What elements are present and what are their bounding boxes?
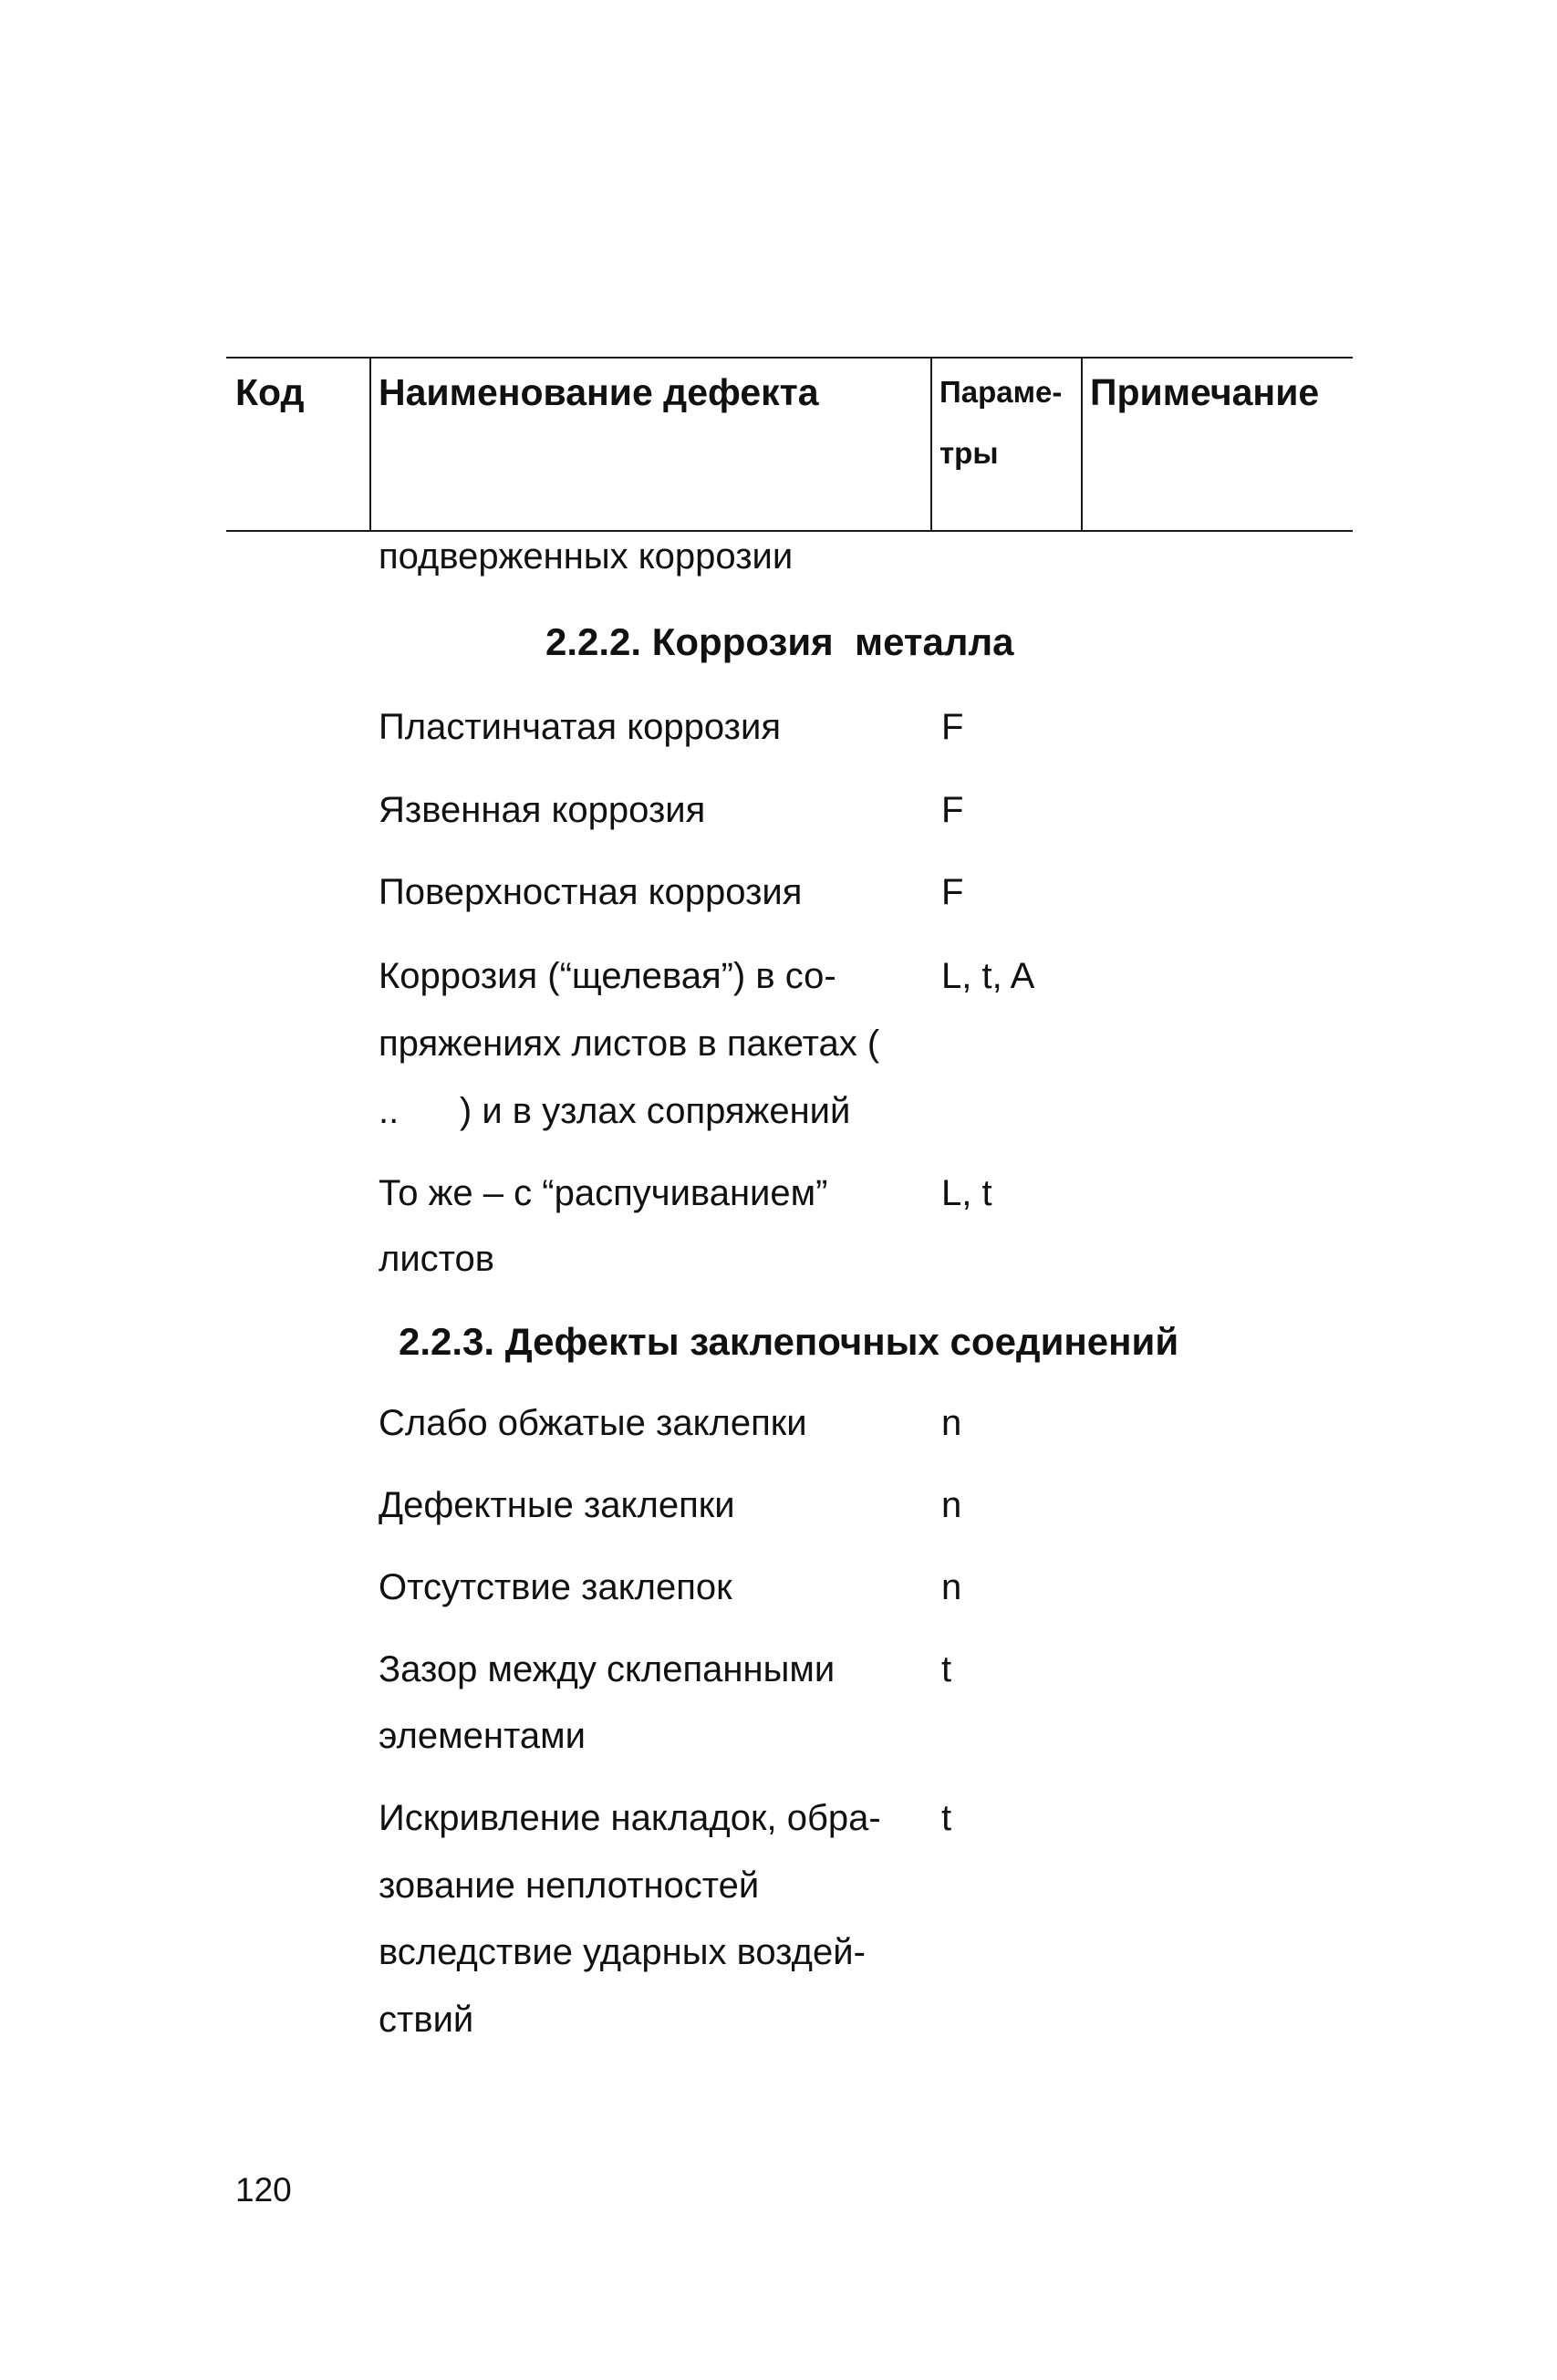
defect-param: L, t, A — [941, 956, 1035, 996]
page-number: 120 — [235, 2171, 292, 2209]
section-title-222: 2.2.2. Коррозия металла — [545, 620, 1014, 663]
header-top-rule — [226, 357, 1353, 359]
section-title-223: 2.2.3. Дефекты заклепочных соединений — [399, 1320, 1179, 1363]
header-code: Код — [235, 371, 305, 413]
defect-param: n — [941, 1403, 962, 1443]
defect-name: То же – с “распучиванием” — [379, 1173, 828, 1213]
header-divider-1 — [369, 358, 371, 531]
defect-name: Поверхностная коррозия — [379, 872, 803, 912]
header-divider-3 — [1081, 358, 1083, 531]
defect-name: элементами — [379, 1716, 586, 1756]
defect-name: Зазор между склепанными — [379, 1649, 836, 1689]
defect-name: вследствие ударных воздей- — [379, 1932, 866, 1972]
defect-param: t — [941, 1798, 952, 1838]
defect-name: Пластинчатая коррозия — [379, 707, 782, 747]
header-bottom-rule — [226, 530, 1353, 532]
defect-name: Отсутствие заклепок — [379, 1567, 732, 1607]
header-defect-name: Наименование дефекта — [379, 371, 819, 413]
defect-name: листов — [379, 1239, 495, 1279]
defect-param: L, t — [941, 1173, 992, 1213]
header-divider-2 — [930, 358, 932, 531]
defect-param: n — [941, 1567, 962, 1607]
defect-name: Дефектные заклепки — [379, 1485, 735, 1525]
defect-name: Язвенная коррозия — [379, 790, 706, 830]
defect-name: .. ) и в узлах сопряжений — [379, 1091, 851, 1131]
defect-param: n — [941, 1485, 962, 1525]
defect-name: Слабо обжатые заклепки — [379, 1403, 807, 1443]
defect-param: F — [941, 790, 964, 830]
defect-param: F — [941, 872, 964, 912]
continuation-text: подверженных коррозии — [379, 536, 794, 577]
defect-name: пряжениях листов в пакетах ( — [379, 1024, 880, 1064]
defect-param: t — [941, 1649, 952, 1689]
header-note: Примечание — [1090, 371, 1320, 413]
header-params-line1: Параме- — [939, 375, 1063, 409]
defect-name: зование неплотностей — [379, 1866, 760, 1906]
defect-name: Искривление накладок, обра- — [379, 1798, 881, 1838]
defect-name: Коррозия (“щелевая”) в со- — [379, 956, 836, 996]
defect-param: F — [941, 707, 964, 747]
defect-name: ствий — [379, 2000, 474, 2040]
header-params-line2: тры — [939, 436, 999, 470]
